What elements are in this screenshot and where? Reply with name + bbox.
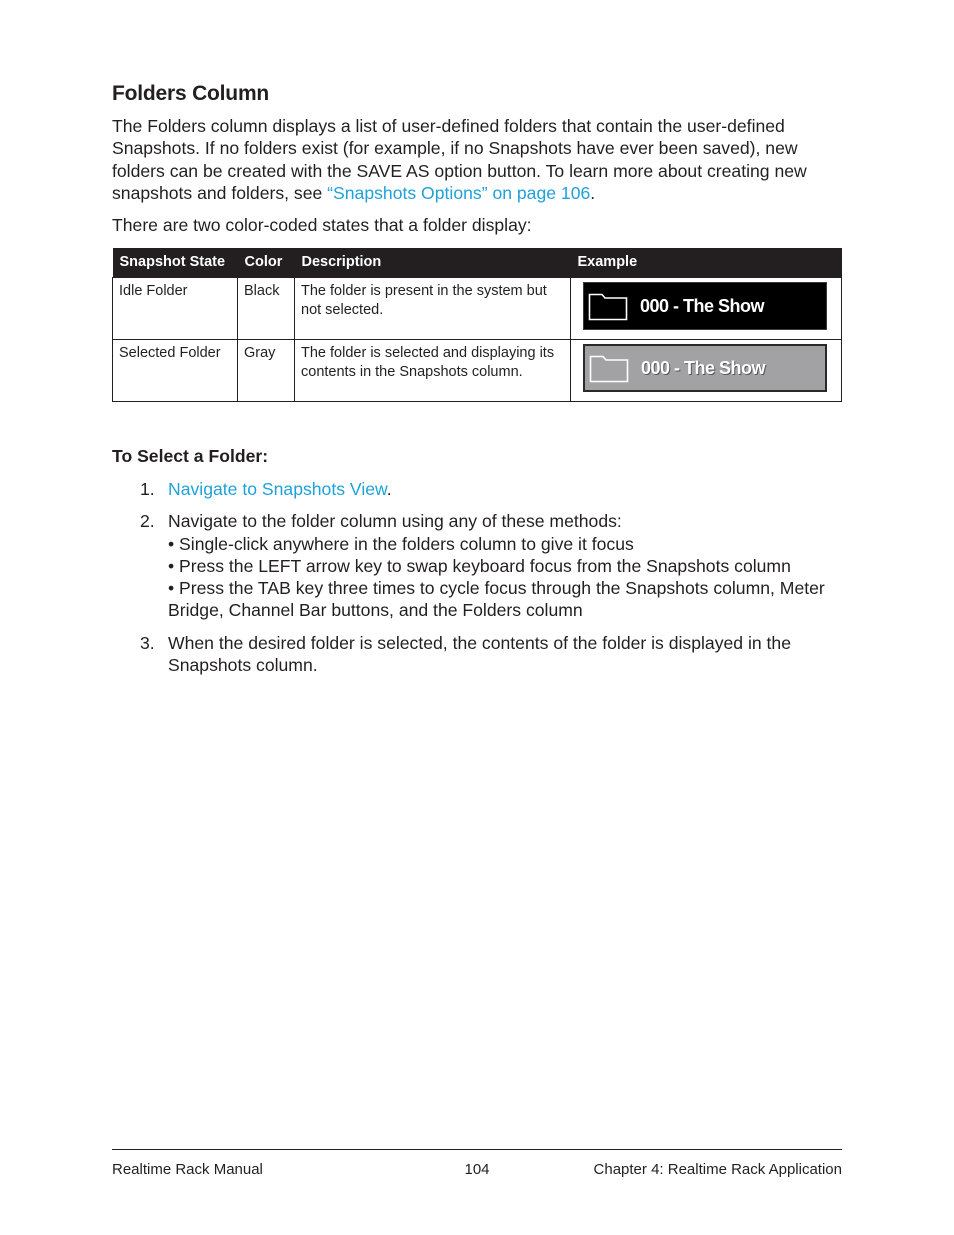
cell-color: Gray [238, 340, 295, 402]
header-description: Description [295, 248, 571, 278]
folder-icon [588, 291, 628, 321]
cell-description: The folder is present in the system but not selected. [295, 278, 571, 340]
procedure-title: To Select a Folder: [112, 446, 269, 466]
selected-folder-example [583, 344, 827, 392]
states-lead: There are two color-coded states that a folder display: [112, 215, 532, 235]
folder-label: 000 - The Show [641, 357, 766, 378]
footer-page-number: 104 [464, 1161, 490, 1178]
procedure-steps [112, 478, 842, 686]
table-header-row [113, 248, 842, 278]
snapshots-options-link[interactable]: “Snapshots Options” on page 106 [327, 182, 591, 203]
folder-icon [589, 353, 629, 383]
cell-example [571, 340, 842, 402]
method-bullet: • Press the TAB key three times to cycle focus through the Snapshots column, Meter Bridge, Channel Bar buttons, and the Folders column [168, 578, 825, 621]
header-color: Color [238, 248, 295, 278]
footer-divider [112, 1149, 842, 1150]
method-bullet: • Single-click anywhere in the folders column to give it focus [168, 533, 634, 554]
step-number: 2. [140, 511, 155, 532]
cell-example [571, 278, 842, 340]
list-item [112, 478, 842, 500]
table-row [113, 278, 842, 340]
footer-manual-title: Realtime Rack Manual [112, 1161, 263, 1178]
folder-label: 000 - The Show [640, 295, 765, 316]
cell-color: Black [238, 278, 295, 340]
cell-state: Selected Folder [113, 340, 238, 402]
list-item [112, 510, 842, 621]
folder-states-table [112, 248, 842, 402]
cell-description: The folder is selected and displaying its contents in the Snapshots column. [295, 340, 571, 402]
method-bullet: • Press the LEFT arrow key to swap keyboard focus from the Snapshots column [168, 555, 791, 576]
intro-text-end: . [590, 182, 596, 203]
step-number: 3. [140, 632, 155, 653]
step-text: Navigate to the folder column using any of these methods: [168, 511, 622, 532]
intro-paragraph [112, 115, 842, 204]
idle-folder-example [583, 282, 827, 330]
cell-state: Idle Folder [113, 278, 238, 340]
footer-chapter: Chapter 4: Realtime Rack Application [593, 1161, 842, 1178]
list-item [112, 632, 842, 677]
step-number: 1. [140, 479, 155, 499]
intro-text: The Folders column displays a list of user-defined folders that contain the user-defined Snapshots. If no folders exist (for example, if no Snapshots have ever been saved), new folders can be created with the SAVE AS option button. To learn more about creating new snapshots and folders, see [112, 116, 807, 203]
header-example: Example [571, 248, 842, 278]
section-title: Folders Column [112, 82, 270, 105]
step-text-end: . [386, 479, 392, 499]
table-row [113, 340, 842, 402]
navigate-snapshots-view-link[interactable]: Navigate to Snapshots View [168, 479, 387, 499]
header-snapshot-state: Snapshot State [113, 248, 238, 278]
step-text: When the desired folder is selected, the contents of the folder is displayed in the Snapshots column. [168, 632, 791, 676]
